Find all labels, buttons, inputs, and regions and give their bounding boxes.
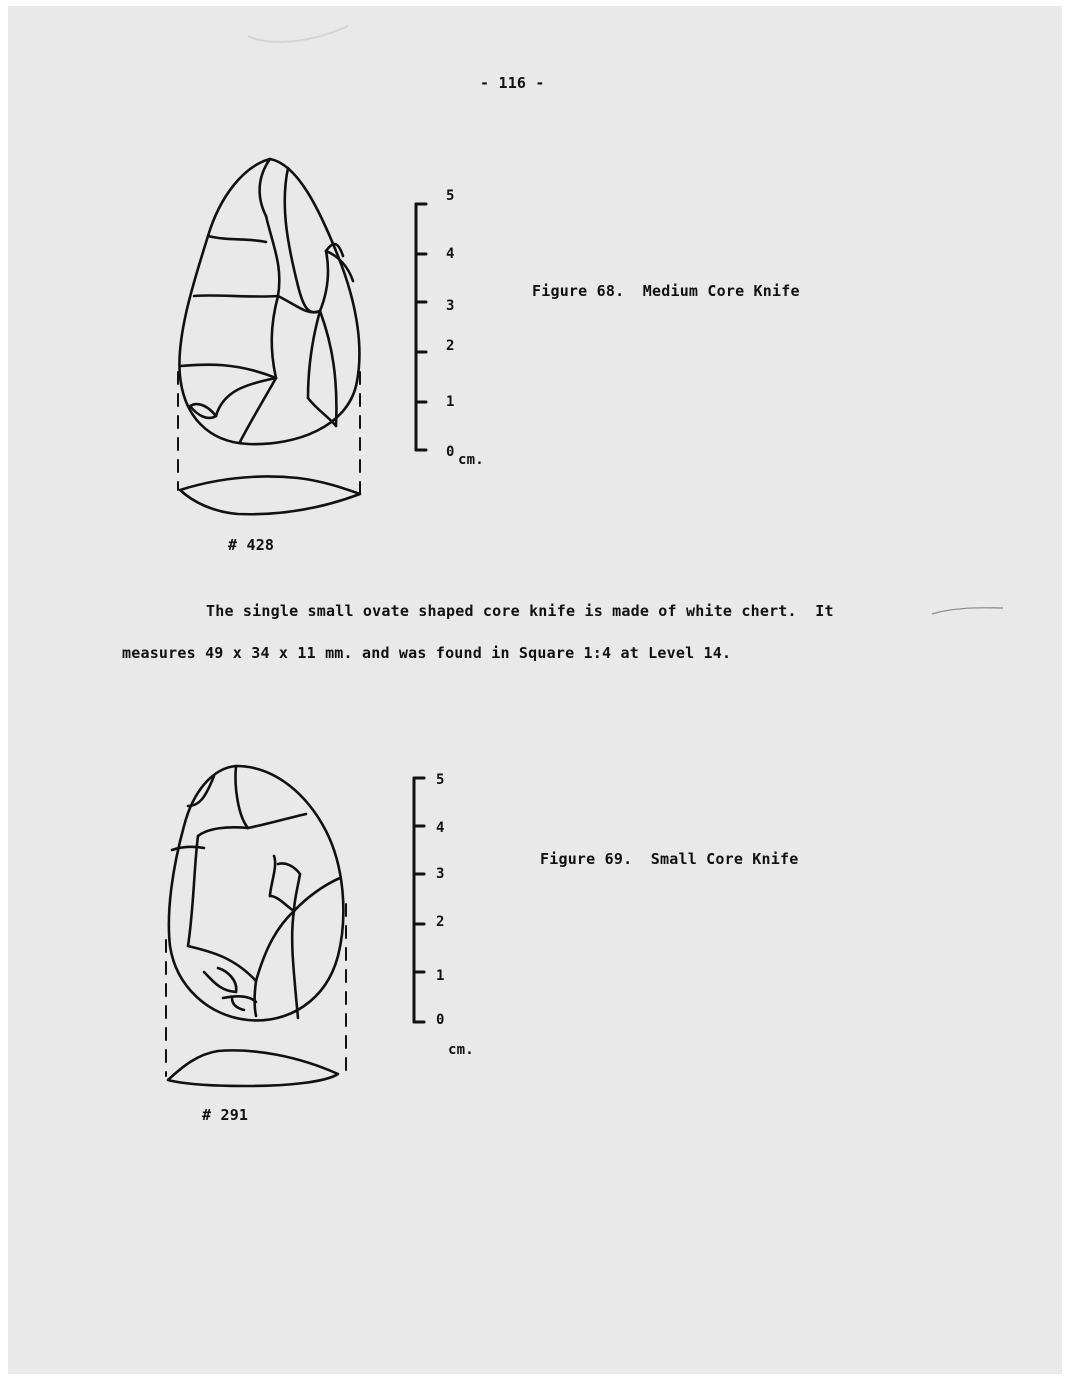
document-page: [8, 6, 1062, 1374]
scale-tick-0: 0: [436, 1012, 445, 1028]
scale-tick-5: 5: [436, 772, 445, 788]
scale-tick-1: 1: [446, 394, 455, 410]
core-knife-291-drawing: [168, 766, 343, 1086]
paragraph-line-2: measures 49 x 34 x 11 mm. and was found in Square 1:4 at Level 14.: [122, 644, 732, 662]
scale-tick-2: 2: [436, 914, 445, 930]
scale-tick-4: 4: [436, 820, 445, 836]
figure-69-caption: Figure 69. Small Core Knife: [540, 850, 799, 868]
page-number: - 116 -: [480, 74, 545, 92]
scale-tick-1: 1: [436, 968, 445, 984]
specimen-number-291: # 291: [202, 1106, 249, 1124]
scale-unit: cm.: [458, 452, 484, 468]
scale-tick-5: 5: [446, 188, 455, 204]
core-knife-428-drawing: [179, 159, 360, 514]
scale-tick-3: 3: [446, 298, 455, 314]
scale-bar-fig69: [414, 778, 424, 1022]
illustrations: [8, 6, 1062, 1374]
scale-tick-4: 4: [446, 246, 455, 262]
scale-unit: cm.: [448, 1042, 474, 1058]
paragraph-line-1: The single small ovate shaped core knife is made of white chert. It: [206, 602, 834, 620]
scale-bar-fig68: [416, 204, 426, 450]
figure-68-caption: Figure 68. Medium Core Knife: [532, 282, 800, 300]
scale-tick-3: 3: [436, 866, 445, 882]
scale-tick-2: 2: [446, 338, 455, 354]
specimen-number-428: # 428: [228, 536, 275, 554]
scale-tick-0: 0: [446, 444, 455, 460]
